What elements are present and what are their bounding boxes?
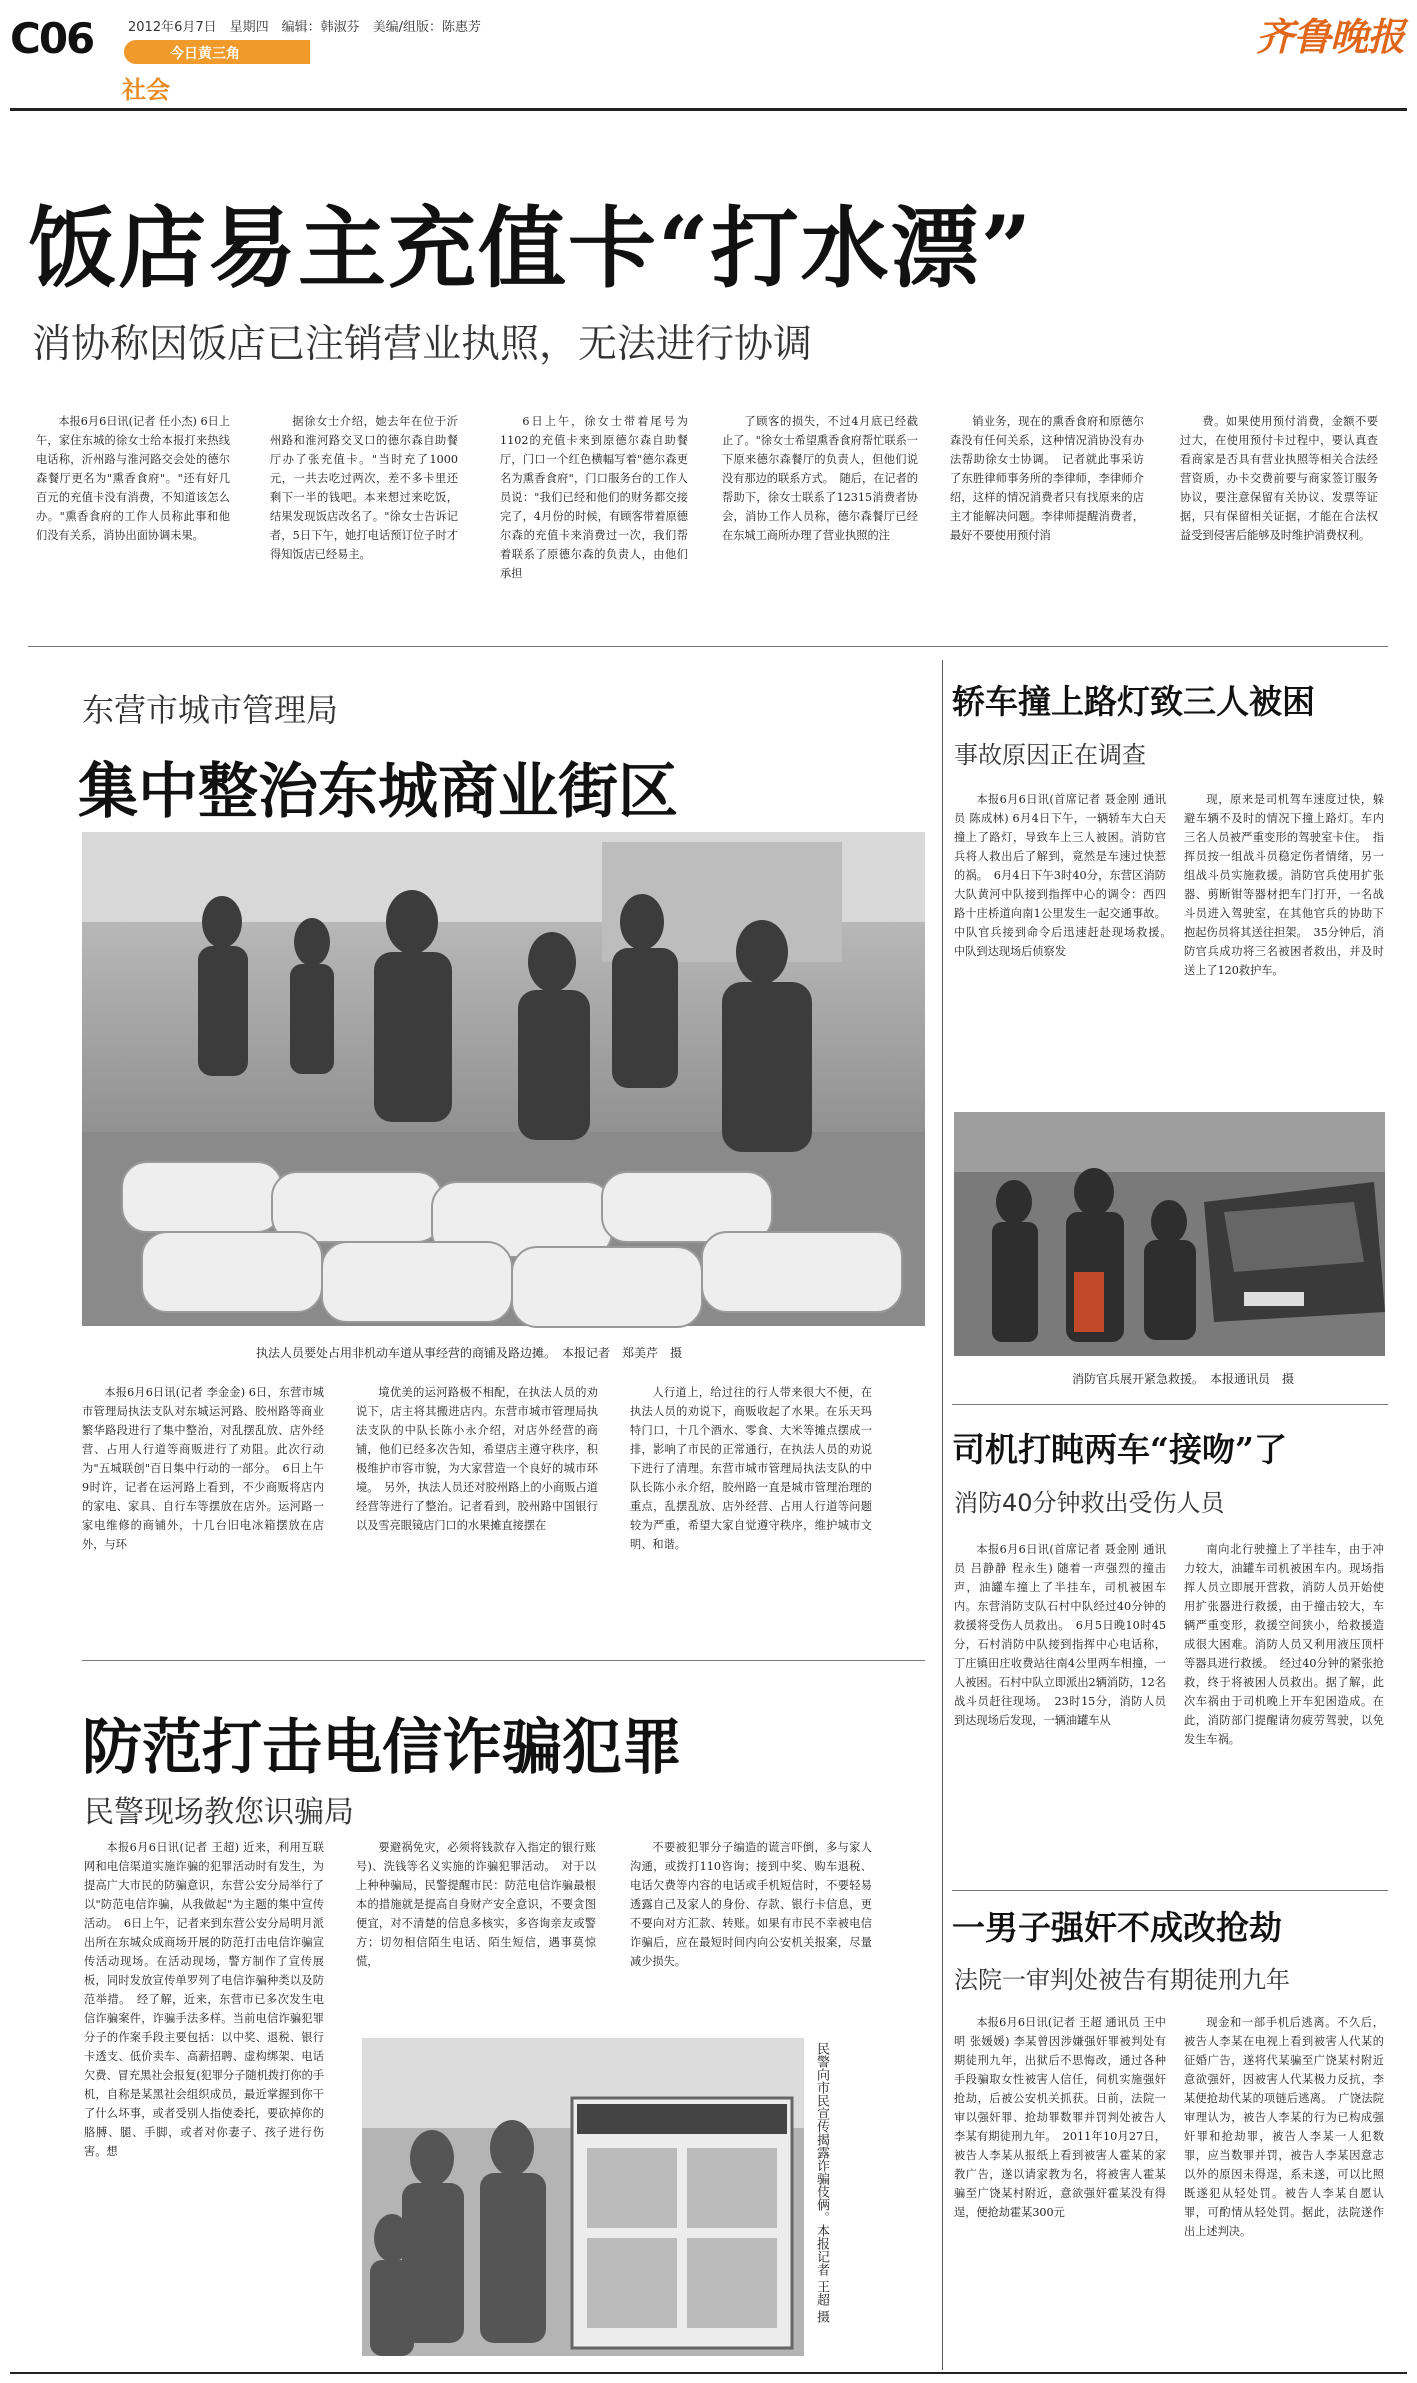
fraud-col-1 [84, 1838, 324, 2366]
section-name: 社会 [122, 76, 170, 104]
city-col-1 [82, 1383, 324, 1640]
sidebar3-col-1 [954, 2013, 1166, 2361]
fraud-photo-caption: 民警向市民宣传揭露诈骗伎俩。本报记者 王超 摄 [814, 2042, 829, 2324]
fraud-paragraph-1: 本报6月6日讯(记者 王超) 近来，利用互联网和电信渠道实施诈骗的犯罪活动时有发生，为提高广大市民的防骗意识，东营公安分局举行了以"防范电信诈骗，从我做起"为主题的集中宣传活动。 6日上午，记者来到东营公安分局明月派出所在东城众成商场开展的防范打击电信诈骗宣传活动现场。在活动现场，警方制作了宣传展板，同时发放宣传单罗列了电信诈骗种类以及防范举措。 经了解，近来，东营市已多次发生电信诈骗案件，诈骗手法多样。当前电信诈骗犯罪分子的作案手段主要包括：以中奖、退税、银行卡透支、低价卖车、高薪招聘、虚构绑架、电话欠费、冒充黑社会报复(犯罪分子随机拨打你的手机，自称是某黑社会组织成员，最近掌握到你干了什么坏事，或者受别人指使委托，要砍掉你的胳膊、腿、手脚，或者对你妻子、孩子进行伤害。想 [84, 1841, 324, 2158]
sidebar3-headline: 一男子强奸不成改抢劫 [952, 1908, 1282, 1947]
sidebar3-paragraph-2: 现金和一部手机后逃离。不久后，被告人李某在电视上看到被害人代某的征婚广告，遂将代某骗至广饶某村附近意欲强奸，因被害人代某极力反抗，李某便抢劫代某的项链后逃离。 广饶法院审理认为，被告人李某的行为已构成强奸罪和抢劫罪，被告人李某一人犯数罪，应当数罪并罚，被告人李某因意志以外的原因未得逞，系未遂，可以比照既遂犯从轻处罚。被告人李某自愿认罪，可酌情从轻处罚。据此，法院遂作出上述判决。 [1184, 2016, 1384, 2238]
sidebar-divider-2 [952, 1890, 1388, 1891]
city-paragraph-2: 境优美的运河路极不相配，在执法人员的劝说下，店主将其搬进店内。东营市城市管理局执法支队的中队长陈小永介绍，对店外经营的商铺，他们已经多次告知，希望店主遵守秩序，积极维护市容市貌，为大家营造一个良好的城市环境。 另外，执法人员还对胶州路上的小商贩占道经营等进行了整治。记者看到，胶州路中国银行以及雪亮眼镜店门口的水果摊直接摆在 [356, 1386, 598, 1532]
sidebar2-col-2 [1184, 1540, 1384, 1876]
city-col-3 [630, 1383, 872, 1640]
city-paragraph-3: 人行道上，给过往的行人带来很大不便，在执法人员的劝说下，商贩收起了水果。在乐天玛特门口，十几个酒水、零食、大米等摊点摆成一排，影响了市民的正常通行，在执法人员的劝说下进行了清理。东营市城市管理局执法支队的中队长陈小永介绍，胶州路一直是城市管理治理的重点，乱摆乱放、店外经营、占用人行道等问题较为严重，希望大家自觉遵守秩序，维护城市文明、和谐。 [630, 1386, 872, 1551]
lead-paragraph-5: 销业务，现在的熏香食府和原德尔森没有任何关系，这种情况消协没有办法帮助徐女士协调。 记者就此事采访了东胜律师事务所的李律师，李律师介绍，这样的情况消费者只有找原来的店主才能解决问题。李律师提醒消费者，最好不要使用预付消 [950, 415, 1144, 542]
city-kicker: 东营市城市管理局 [82, 691, 339, 729]
sidebar3-paragraph-1: 本报6月6日讯(记者 王超 通讯员 王中明 张媛媛) 李某曾因涉嫌强奸罪被判处有期徒刑九年，出狱后不思悔改，通过各种手段骗取女性被害人信任，伺机实施强奸抢劫，后被公安机关抓获。日前，法院一审以强奸罪、抢劫罪数罪并罚判处被告人李某有期徒刑九年。 2011年10月27日，被告人李某从报纸上看到被害人霍某的家教广告，遂以请家教为名，将被害人霍某骗至广饶某村附近，意欲强奸霍某没有得逞，便抢劫霍某300元 [954, 2016, 1166, 2219]
city-photo-image [82, 832, 925, 1326]
sidebar1-col-1 [954, 790, 1178, 1102]
sidebar2-paragraph-2: 南向北行驶撞上了半挂车，由于冲力较大，油罐车司机被困车内。现场指挥人员立即展开营救，消防人员开始使用扩张器进行救援，由于撞击较大，车辆严重变形，救援空间狭小，给救援造成很大困难。消防人员又利用液压顶杆等器具进行救援。 经过40分钟的紧张抢救，终于将被困人员救出。据了解，此次车祸由于司机晚上开车犯困造成。在此，消防部门提醒请勿疲劳驾驶，以免发生车祸。 [1184, 1543, 1384, 1746]
sidebar-divider-1 [952, 1404, 1388, 1405]
sidebar1-paragraph-1: 本报6月6日讯(首席记者 聂金刚 通讯员 陈成林) 6月4日下午，一辆轿车大白天撞上了路灯，导致车上三人被困。消防官兵将人救出后了解到，竟然是车速过快惹的祸。 6月4日下午3时40分，东营区消防大队黄河中队接到指挥中心的调令：西四路十庄桥道向南1公里发生一起交通事故。中队官兵接到命令后迅速赶赴现场救援。 中队到达现场后侦察发 [954, 793, 1178, 958]
column-separator [942, 660, 943, 2370]
header-rule [10, 108, 1407, 111]
sidebar1-photo [954, 1112, 1385, 1356]
page-code: C06 [10, 14, 94, 63]
sidebar1-paragraph-2: 现，原来是司机驾车速度过快，躲避车辆不及时的情况下撞上路灯。车内三名人员被严重变形的驾驶室卡住。 指挥员按一组战斗员稳定伤者情绪，另一组战斗员实施救援。消防官兵使用扩张器、剪断钳等器材把车门打开，一名战斗员进入驾驶室，在其他官兵的协助下抱起伤员将其送往担架。 35分钟后，消防官兵成功将三名被困者救出，并及时送上了120救护车。 [1184, 793, 1384, 977]
column-tag [124, 40, 310, 64]
fraud-subheadline: 民警现场教您识骗局 [84, 1795, 354, 1830]
fraud-col-3 [630, 1838, 872, 2028]
lead-headline: 饭店易主充值卡“打水漂” [28, 196, 1034, 300]
lead-col-5 [950, 412, 1144, 628]
sidebar3-subheadline: 法院一审判处被告有期徒刑九年 [954, 1966, 1290, 1994]
lead-col-1 [36, 412, 230, 628]
date-line: 2012年6月7日 星期四 编辑：韩淑芬 美编/组版：陈惠芳 [128, 20, 482, 35]
lead-paragraph-6: 费。如果使用预付消费，金额不要过大，在使用预付卡过程中，要认真查看商家是否具有营业执照等相关合法经营资质，办卡交费前要与商家签订服务协议，要注意保留有关协议、发票等证据，只有保留相关证据，才能在合法权益受到侵害后能够及时维护消费权利。 [1180, 415, 1378, 542]
lead-col-6 [1180, 412, 1378, 628]
fraud-photo-image [362, 2038, 804, 2356]
lead-paragraph-2: 据徐女士介绍，她去年在位于沂州路和淮河路交叉口的德尔森自助餐厅办了张充值卡。"当时充了1000元，一共去吃过两次，差不多卡里还剩下一半的钱吧。本来想过来吃饭，结果发现饭店改名了。"徐女士告诉记者，5日下午，她打电话预订位子时才得知饭店已经易主。 [270, 415, 458, 561]
fraud-photo [362, 2038, 804, 2356]
city-col-2 [356, 1383, 598, 1640]
sidebar2-headline: 司机打盹两车“接吻”了 [952, 1430, 1287, 1469]
fraud-headline: 防范打击电信诈骗犯罪 [82, 1713, 682, 1783]
sidebar1-subheadline: 事故原因正在调查 [954, 741, 1146, 769]
sidebar1-photo-caption: 消防官兵展开紧急救援。 本报通讯员 摄 [1072, 1372, 1295, 1386]
city-photo-caption: 执法人员要处占用非机动车道从事经营的商铺及路边摊。 本报记者 郑美芹 摄 [256, 1346, 683, 1360]
masthead-logo: 齐鲁晚报 [1256, 14, 1405, 59]
city-divider [82, 1660, 925, 1661]
lead-col-3 [500, 412, 688, 628]
sidebar1-headline: 轿车撞上路灯致三人被困 [952, 682, 1315, 721]
column-tag-label: 今日黄三角 [170, 46, 240, 62]
city-photo [82, 832, 925, 1326]
lead-subheadline: 消协称因饭店已注销营业执照，无法进行协调 [32, 322, 813, 367]
lead-divider [28, 646, 1388, 647]
lead-col-4 [722, 412, 918, 628]
lead-paragraph-4: 了顾客的损失，不过4月底已经截止了。"徐女士希望熏香食府帮忙联系一下原来德尔森餐厅的负责人，但他们说没有那边的联系方式。 随后，在记者的帮助下，徐女士联系了12315消费者协会，消协工作人员称，德尔森餐厅已经在东城工商所办理了营业执照的注 [722, 415, 918, 542]
sidebar3-col-2 [1184, 2013, 1384, 2361]
sidebar2-col-1 [954, 1540, 1166, 1876]
fraud-paragraph-3: 不要被犯罪分子编造的谎言吓倒，多与家人沟通，或拨打110咨询；接到中奖、购车退税、电话欠费等内容的电话或手机短信时，不要轻易透露自己及家人的身份、存款、银行卡信息，更不要向对方汇款、转账。如果有市民不幸被电信诈骗后，应在最短时间内向公安机关报案，尽量减少损失。 [630, 1841, 872, 1968]
fraud-paragraph-2: 要避祸免灾，必须将钱款存入指定的银行账号)、洗钱等名义实施的诈骗犯罪活动。 对于以上种种骗局，民警提醒市民：防范电信诈骗最根本的措施就是提高自身财产安全意识，不要贪图便宜，对不清楚的信息多核实，多咨询亲友或警方；切勿相信陌生电话、陌生短信，遇事莫惊慌， [356, 1841, 596, 1968]
sidebar1-col-2 [1184, 790, 1384, 1102]
footer-rule [10, 2372, 1407, 2374]
lead-paragraph-1: 本报6月6日讯(记者 任小杰) 6日上午，家住东城的徐女士给本报打来热线电话称，沂州路与淮河路交会处的德尔森餐厅更名为"熏香食府"。"还有好几百元的充值卡没有消费，不知道该怎么办。"熏香食府的工作人员称此事和他们没有关系，消协出面协调未果。 [36, 415, 230, 542]
city-headline: 集中整治东城商业街区 [78, 757, 678, 827]
sidebar2-paragraph-1: 本报6月6日讯(首席记者 聂金刚 通讯员 吕静静 程永生) 随着一声强烈的撞击声，油罐车撞上了半挂车，司机被困车内。东营消防支队石村中队经过40分钟的救援将受伤人员救出。 6月5日晚10时45分，石村消防中队接到指挥中心电话称，丁庄镇田庄收费站往南4公里两车相撞，一人被困。石村中队立即派出2辆消防，12名战斗员赶往现场。 23时15分，消防人员到达现场后发现，一辆油罐车从 [954, 1543, 1166, 1727]
sidebar2-subheadline: 消防40分钟救出受伤人员 [954, 1489, 1225, 1517]
lead-paragraph-3: 6日上午，徐女士带着尾号为1102的充值卡来到原德尔森自助餐厅，门口一个红色横幅写着"德尔森更名为熏香食府"，门口服务台的工作人员说："我们已经和他们的财务都交接完了，4月份的时候，有顾客带着原德尔森的充值卡来消费过一次，我们帮着联系了原德尔森的负责人，由他们承担 [500, 415, 688, 580]
sidebar1-photo-image [954, 1112, 1385, 1356]
fraud-col-2 [356, 1838, 596, 2028]
city-paragraph-1: 本报6月6日讯(记者 李金金) 6日，东营市城市管理局执法支队对东城运河路、胶州路等商业繁华路段进行了集中整治，对乱摆乱放、店外经营、占用人行道等商贩进行了劝阻。此次行动为"五城联创"百日集中行动的一部分。 6日上午9时许，记者在运河路上看到，不少商贩将店内的家电、家具、自行车等摆放在店外。运河路一家电维修的商铺外，十几台旧电冰箱摆放在店外，与环 [82, 1386, 324, 1551]
lead-col-2 [270, 412, 458, 628]
